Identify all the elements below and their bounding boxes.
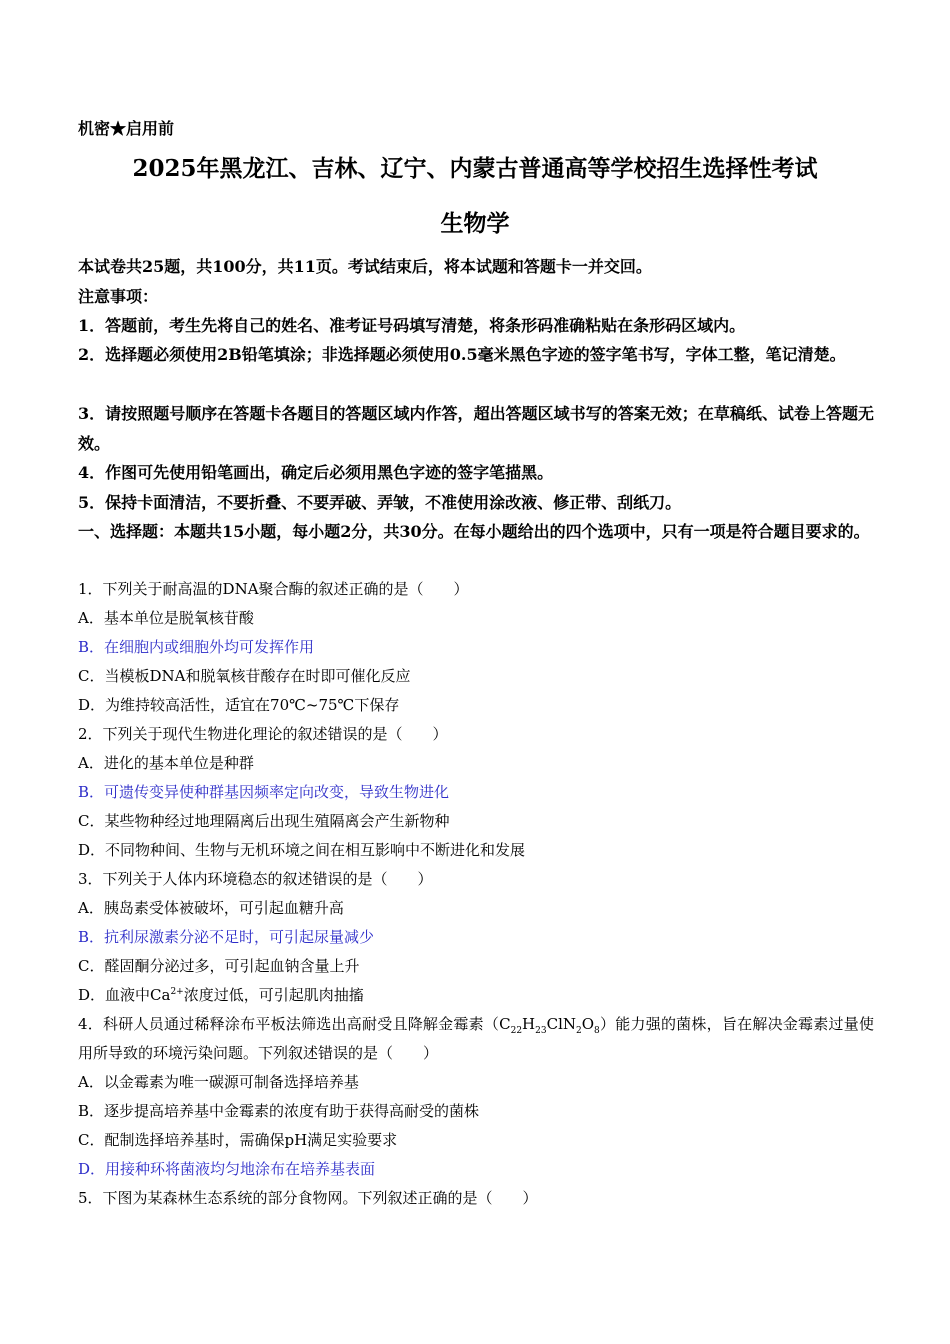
ion-charge: 2+ [170, 987, 184, 997]
question-1-option-c: C．当模板DNA和脱氧核苷酸存在时即可催化反应 [78, 667, 411, 685]
option-d-prefix: D．血液中Ca [78, 986, 171, 1004]
question-1-stem: 1．下列关于耐高温的DNA聚合酶的叙述正确的是（ ） [78, 580, 469, 598]
question-3-option-b: B．抗利尿激素分泌不足时，可引起尿量减少 [78, 928, 375, 946]
question-2-stem: 2．下列关于现代生物进化理论的叙述错误的是（ ） [78, 725, 448, 743]
note-3: 3．请按照题号顺序在答题卡各题目的答题区域内作答，超出答题区域书写的答案无效；在草稿纸、试卷上答题无效。 [78, 404, 874, 453]
question-1-option-a: A．基本单位是脱氧核苷酸 [78, 609, 254, 627]
formula-h: H [522, 1015, 536, 1033]
question-2-option-d: D．不同物种间、生物与无机环境之间在相互影响中不断进化和发展 [78, 841, 526, 859]
formula-cln: ClN [546, 1015, 576, 1033]
option-d-suffix: 浓度过低，可引起肌肉抽搐 [183, 986, 364, 1004]
note-1: 1．答题前，考生先将自己的姓名、准考证号码填写清楚，将条形码准确粘贴在条形码区域内。 [78, 316, 746, 335]
stem-part-2: ）能力强的菌株，旨在解决金霉素过量使用所导致的环境污染问题。下列叙述错误的是（ ） [78, 1015, 874, 1062]
question-2-option-a: A．进化的基本单位是种群 [78, 754, 254, 772]
question-3-option-c: C．醛固酮分泌过多，可引起血钠含量上升 [78, 957, 360, 975]
question-3-stem: 3．下列关于人体内环境稳态的叙述错误的是（ ） [78, 870, 433, 888]
question-4-option-a: A．以金霉素为唯一碳源可制备选择培养基 [78, 1073, 359, 1091]
formula-n-count: 2 [576, 1026, 582, 1036]
stem-part-1: 4．科研人员通过稀释涂布平板法筛选出高耐受且降解金霉素（ [78, 1015, 500, 1033]
exam-intro: 本试卷共25题，共100分，共11页。考试结束后，将本试题和答题卡一并交回。 [78, 257, 652, 276]
question-5-stem: 5．下图为某森林生态系统的部分食物网。下列叙述正确的是（ ） [78, 1189, 538, 1207]
note-4: 4．作图可先使用铅笔画出，确定后必须用黑色字迹的签字笔描黑。 [78, 463, 554, 482]
formula-o-count: 8 [594, 1026, 600, 1036]
question-3-option-a: A．胰岛素受体被破坏，可引起血糖升高 [78, 899, 344, 917]
question-2-option-c: C．某些物种经过地理隔离后出现生殖隔离会产生新物种 [78, 812, 450, 830]
question-4-option-c: C．配制选择培养基时，需确保pH满足实验要求 [78, 1131, 398, 1149]
formula-h-count: 23 [535, 1026, 547, 1036]
subject-title: 生物学 [440, 210, 510, 237]
question-1-option-b: B．在细胞内或细胞外均可发挥作用 [78, 638, 315, 656]
confidential-label: 机密★启用前 [78, 119, 175, 138]
formula-c-count: 22 [510, 1026, 523, 1036]
question-4-option-d: D．用接种环将菌液均匀地涂布在培养基表面 [78, 1160, 376, 1178]
question-2-option-b: B．可遗传变异使种群基因频率定向改变，导致生物进化 [78, 783, 450, 801]
note-2: 2．选择题必须使用2B铅笔填涂；非选择题必须使用0.5毫米黑色字迹的签字笔书写，字体工整，笔记清楚。 [78, 345, 846, 364]
question-4-option-b: B．逐步提高培养基中金霉素的浓度有助于获得高耐受的菌株 [78, 1102, 480, 1120]
question-1-option-d: D．为维持较高活性，适宜在70℃~75℃下保存 [78, 696, 400, 714]
notes-title: 注意事项： [78, 287, 159, 306]
question-4-stem [78, 1010, 874, 1068]
exam-title: 2025年黑龙江、吉林、辽宁、内蒙古普通高等学校招生选择性考试 [132, 155, 818, 182]
question-3-option-d [78, 981, 874, 1010]
chemical-formula [499, 1015, 600, 1036]
section-1-heading: 一、选择题：本题共15小题，每小题2分，共30分。在每小题给出的四个选项中，只有一项是符合题目要求的。 [78, 522, 870, 541]
formula-c: C [499, 1015, 511, 1033]
formula-o: O [581, 1015, 595, 1033]
note-5: 5．保持卡面清洁，不要折叠、不要弄破、弄皱，不准使用涂改液、修正带、刮纸刀。 [78, 493, 682, 512]
